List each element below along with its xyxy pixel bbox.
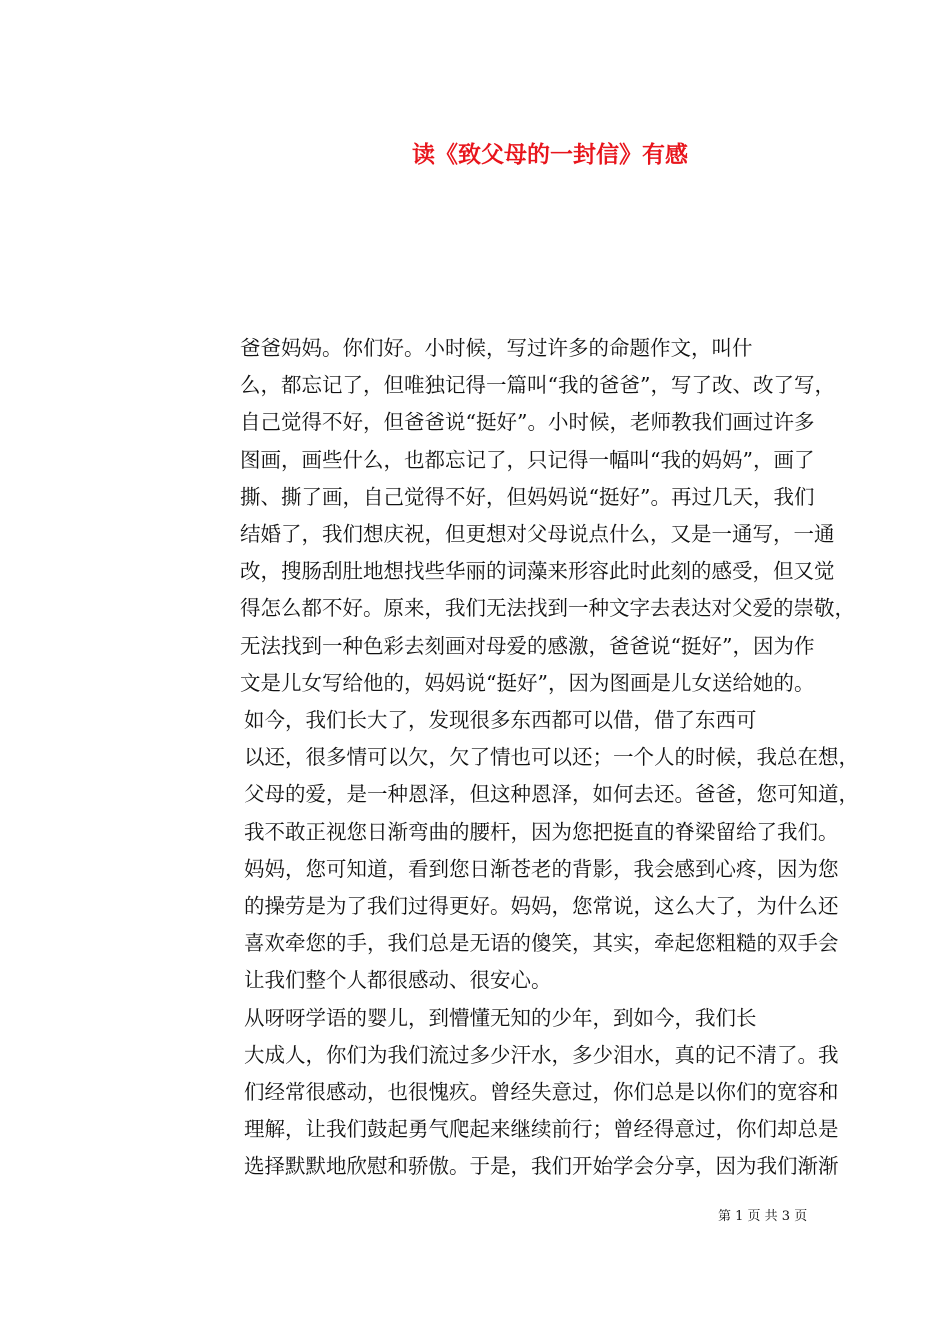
text-line: 么，都忘记了，但唯独记得一篇叫“我的爸爸”，写了改、改了写，: [240, 373, 835, 398]
text-line: 改，搜肠刮肚地想找些华丽的词藻来形容此时此刻的感受，但又觉: [240, 559, 835, 584]
text-line: 文是儿女写给他的，妈妈说“挺好”，因为图画是儿女送给她的。: [240, 670, 815, 695]
text-line: 选择默默地欣慰和骄傲。于是，我们开始学会分享，因为我们渐渐: [244, 1154, 839, 1179]
text-line: 如今，我们长大了，发现很多东西都可以借，借了东西可: [244, 708, 757, 733]
text-line: 大成人，你们为我们流过多少汗水，多少泪水，真的记不清了。我: [244, 1042, 839, 1067]
text-line: 喜欢牵您的手，我们总是无语的傻笑，其实，牵起您粗糙的双手会: [244, 931, 839, 956]
text-line: 以还，很多情可以欠，欠了情也可以还；一个人的时候，我总在想，: [244, 745, 859, 770]
text-line: 的操劳是为了我们过得更好。妈妈，您常说，这么大了，为什么还: [244, 894, 839, 919]
text-line: 从呀呀学语的婴儿，到懵懂无知的少年，到如今，我们长: [244, 1005, 757, 1030]
text-line: 让我们整个人都很感动、很安心。: [244, 968, 552, 993]
text-line: 爸爸妈妈。你们好。小时候，写过许多的命题作文，叫什: [240, 336, 753, 360]
text-line: 结婚了，我们想庆祝，但更想对父母说点什么，又是一通写，一通: [240, 522, 835, 547]
document-body: [144, 330, 859, 1186]
text-line: 们经常很感动，也很愧疚。曾经失意过，你们总是以你们的宽容和: [244, 1080, 839, 1105]
text-line: 我不敢正视您日渐弯曲的腰杆，因为您把挺直的脊梁留给了我们。: [244, 819, 839, 844]
text-line: 撕、撕了画，自己觉得不好，但妈妈说“挺好”。再过几天，我们: [240, 484, 815, 509]
paragraph-1: [144, 330, 855, 702]
text-line: 自己觉得不好，但爸爸说“挺好”。小时候，老师教我们画过许多: [240, 410, 815, 435]
paragraph-2: [144, 702, 859, 1000]
text-line: 妈妈，您可知道，看到您日渐苍老的背影，我会感到心疼，因为您: [244, 856, 839, 881]
text-line: 得怎么都不好。原来，我们无法找到一种文字去表达对父爱的崇敬，: [240, 596, 855, 621]
document-title: 读《致父母的一封信》有感: [412, 141, 688, 168]
text-line: 图画，画些什么，也都忘记了，只记得一幅叫“我的妈妈”，画了: [240, 447, 815, 472]
text-line: 无法找到一种色彩去刻画对母爱的感激，爸爸说“挺好”，因为作: [240, 633, 815, 658]
text-line: 理解，让我们鼓起勇气爬起来继续前行；曾经得意过，你们却总是: [244, 1117, 839, 1142]
text-line: 父母的爱，是一种恩泽，但这种恩泽，如何去还。爸爸，您可知道，: [244, 782, 859, 807]
paragraph-3: [144, 1000, 839, 1186]
page-number-footer: 第 1 页 共 3 页: [718, 1209, 808, 1224]
